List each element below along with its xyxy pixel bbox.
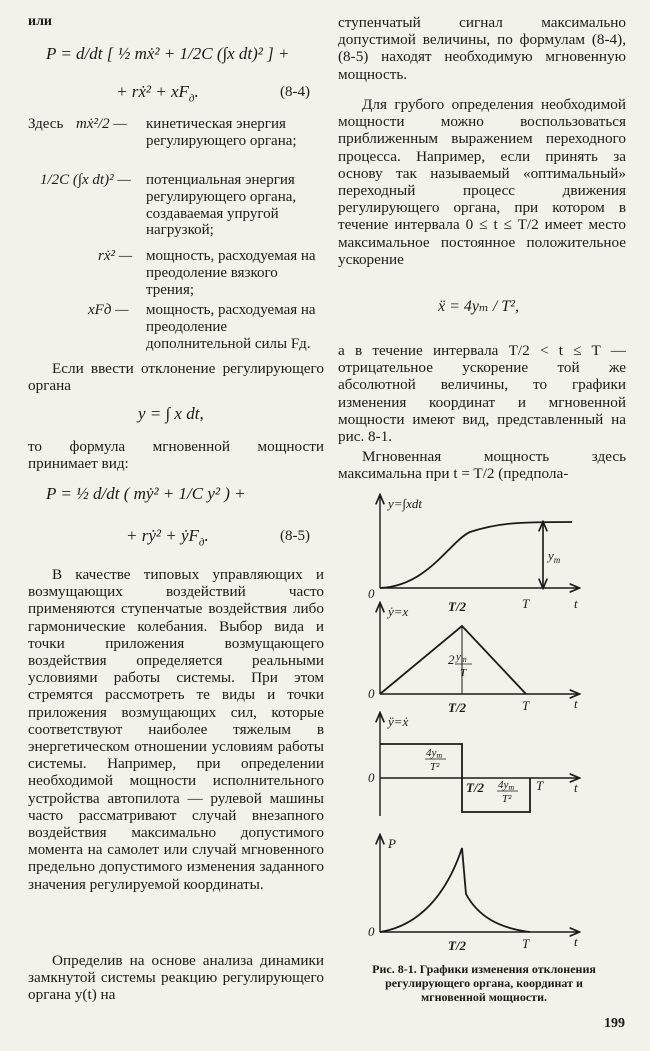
graph3-neg-num: 4ym bbox=[498, 779, 515, 792]
equation-y: y = ∫ x dt, bbox=[138, 404, 204, 423]
graph4-origin: 0 bbox=[368, 924, 375, 939]
paragraph-determine: Определив на основе анализа динамики замкнутой системы реакцию регулирующего органа y(t) на bbox=[28, 952, 324, 1004]
graph3-pos-num: 4ym bbox=[426, 747, 443, 760]
equation-8-5-top: P = ½ d/dt ( mẏ² + 1/C y² ) + bbox=[46, 484, 246, 503]
definition-desc: потенциальная энергия регулирующего органа, создаваемая упругой нагрузкой; bbox=[146, 172, 297, 239]
definition-desc: мощность, расходуемая на преодоление дополнительной силы Fд. bbox=[146, 302, 316, 352]
graph2-t-half: T/2 bbox=[448, 700, 467, 715]
definition-term: rẋ² — bbox=[98, 248, 133, 264]
graph4-power-curve bbox=[380, 848, 530, 932]
graph1-origin: 0 bbox=[368, 586, 375, 601]
word-ili: или bbox=[28, 14, 52, 29]
graph1-ym-label: $y_m$ bbox=[548, 548, 561, 565]
graph3-pos-den: T² bbox=[430, 761, 440, 773]
graph2-origin: 0 bbox=[368, 686, 375, 701]
equation-8-4-number: (8-4) bbox=[280, 84, 310, 100]
paragraph-instant: Мгновенная мощность здесь максимальна при t = T/2 (предпола- bbox=[338, 448, 626, 483]
figure-caption: Рис. 8-1. Графики изменения отклонения регулирующего органа, координат и мгновенной мощности. bbox=[372, 962, 596, 1004]
graph2-amp-num: ym bbox=[456, 651, 467, 664]
graph3-t-half: T/2 bbox=[466, 780, 485, 795]
graph1-t-half: T/2 bbox=[448, 599, 467, 614]
page-number: 199 bbox=[604, 1016, 625, 1031]
figure-8-1 bbox=[338, 486, 598, 956]
graph3-neg-den: T² bbox=[502, 793, 512, 805]
paragraph-then: то формула мгновенной мощности принимает вид: bbox=[28, 438, 324, 473]
graph1-t-full: T bbox=[522, 596, 530, 611]
graph4-t-full: T bbox=[522, 936, 530, 951]
graph2-t-axis-label: t bbox=[574, 696, 578, 711]
paragraph-main: В качестве типовых управляющих и возмущающих воздействий часто применяются ступенчатые воздействия либо гармонические колебания. Выбор вида и точки приложения возмущающего воздействия определяется реальными условиями работы системы. При этом стремятся рассмотреть те виды и точки приложения возмущающих сил, которые соответствуют наиболее тяжелым в энергетическом отношении условиям работы системы. Например, при определении необходимой мощности исполнительного устройства автопилота — рулевой машины часто рассматривают случай внезапного воздействия максимально допустимого момента на самолет или случай мгновенного предельно допустимого изменения заданного значения регулируемой координаты. bbox=[28, 566, 324, 893]
paragraph-rough: Для грубого определения необходимой мощности можно воспользоваться приближенным выражением переходного процесса. Например, если принять за основу так называемый «оптимальный» переходный процесс движения регулирующего органа, при котором в течение интервала 0 ≤ t ≤ T/2 имеет место максимальное постоянное положительное ускорение bbox=[338, 96, 626, 268]
equation-acceleration: ẍ = 4yₘ / T², bbox=[438, 298, 519, 315]
graph1-t-axis-label: t bbox=[574, 596, 578, 611]
paragraph-interval: а в течение интервала T/2 < t ≤ T — отрицательное ускорение той же абсолютной величины, то графики изменения координат и мгновенной мощности имеют вид, представленный на рис. 8-1. bbox=[338, 342, 626, 446]
graph4-t-axis-label: t bbox=[574, 934, 578, 949]
graph3-t-full: T bbox=[536, 778, 544, 793]
definition-term: mẋ²/2 — bbox=[76, 116, 127, 132]
paragraph-continued: ступенчатый сигнал максимально допустимой величины, по формулам (8-4), (8-5) находят необходимую мгновенную мощность. bbox=[338, 14, 626, 83]
definition-desc: кинетическая энергия регулирующего органа; bbox=[146, 116, 297, 149]
graph3-label: ÿ=ẋ bbox=[388, 714, 409, 729]
definition-desc: мощность, расходуемая на преодоление вязкого трения; bbox=[146, 248, 316, 298]
graph2-label: ẏ=x bbox=[388, 604, 409, 619]
graph1-label: y=∫xdt bbox=[388, 496, 422, 511]
graph2-t-full: T bbox=[522, 698, 530, 713]
word-here: Здесь bbox=[28, 116, 64, 132]
graph4-label: P bbox=[388, 836, 396, 851]
equation-8-4-bottom: + rẋ² + $xF_д$. bbox=[116, 82, 199, 105]
graph2-amp-den: T bbox=[460, 667, 467, 679]
equation-8-4-top: P = d/dt [ ½ mẋ² + 1/2C (∫x dt)² ] + bbox=[46, 44, 290, 63]
graph3-t-axis-label: t bbox=[574, 780, 578, 795]
graph3-origin: 0 bbox=[368, 770, 375, 785]
paragraph-if: Если ввести отклонение регулирующего органа bbox=[28, 360, 324, 395]
equation-8-5-bottom: + rẏ² + ẏF$_д$. bbox=[126, 526, 209, 549]
equation-8-5-number: (8-5) bbox=[280, 528, 310, 544]
graph4-t-half: T/2 bbox=[448, 938, 467, 953]
definition-term: 1/2C (∫x dt)² — bbox=[40, 172, 131, 188]
graph2-amp: 2 bbox=[448, 652, 455, 667]
definition-term: xFд — bbox=[88, 302, 129, 318]
